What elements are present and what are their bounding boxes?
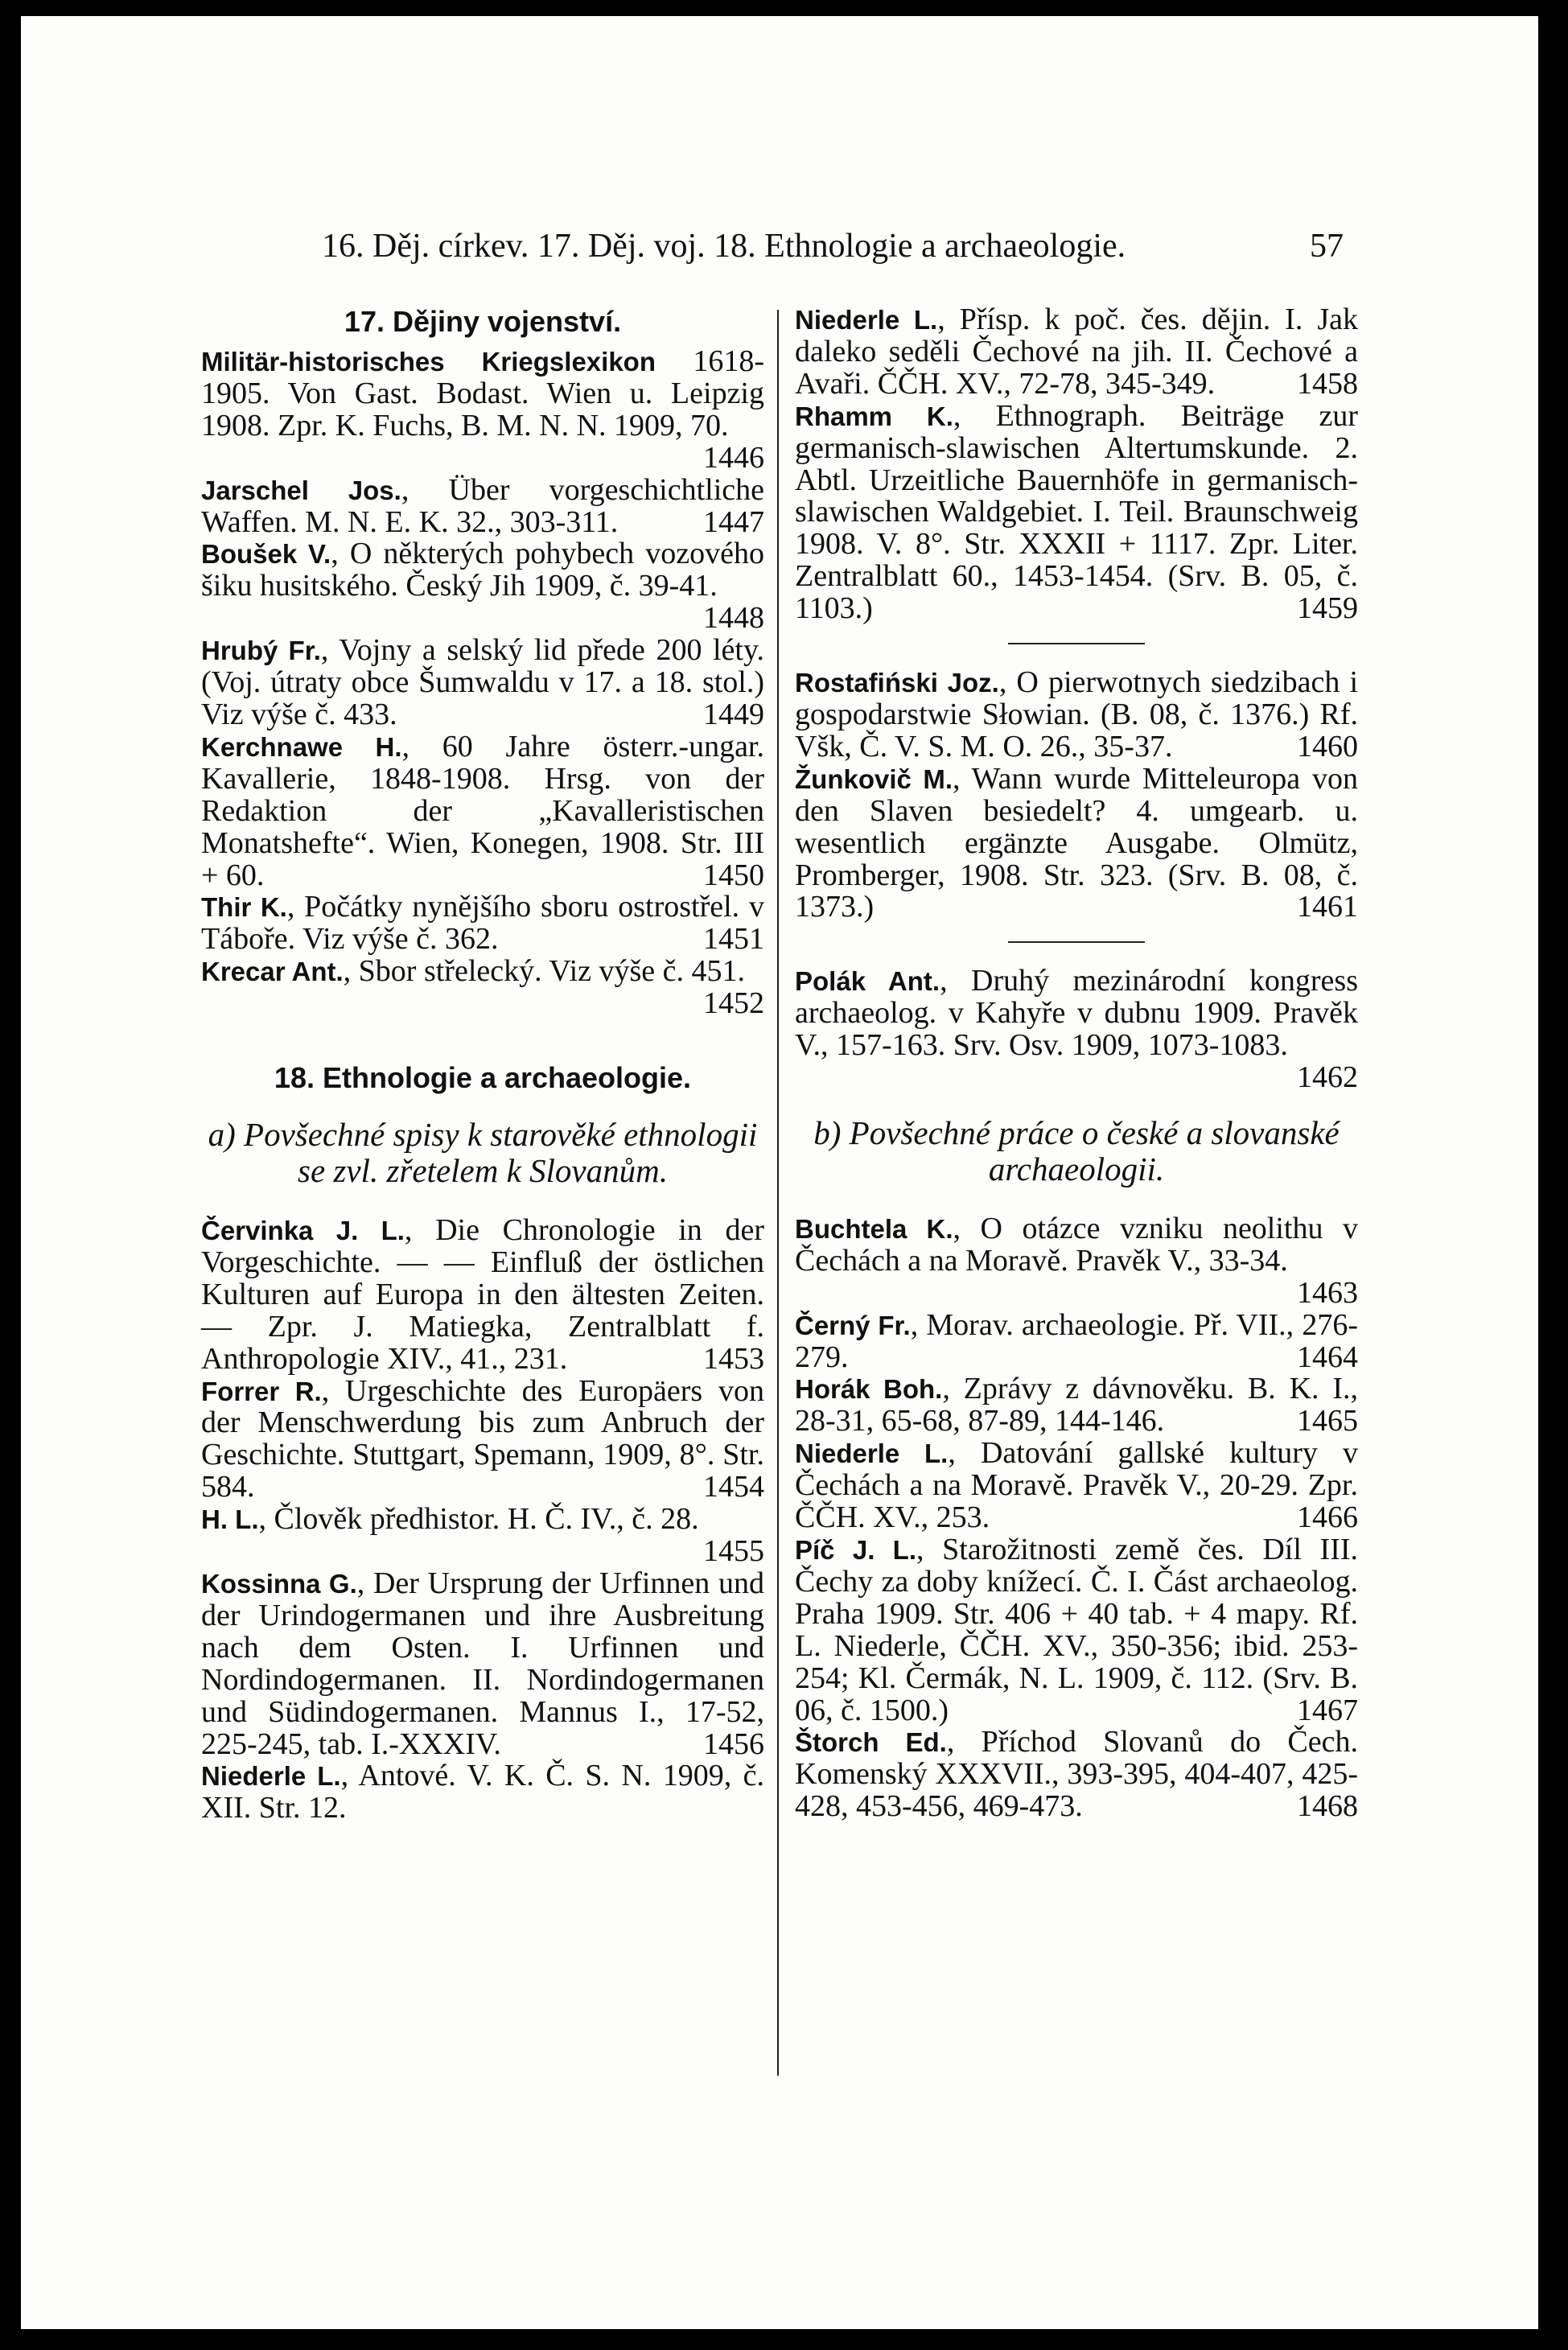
entry-author: Kossinna G. (201, 1569, 357, 1599)
entry-author: Buchtela K. (795, 1213, 953, 1244)
entry-author: Rhamm K. (795, 401, 953, 431)
entry-author: Thir K. (201, 892, 287, 923)
entry-1462 (795, 964, 1358, 1095)
entry-number: 1462 (1297, 1060, 1358, 1095)
separator-rule (1008, 643, 1145, 644)
entry-number: 1449 (703, 697, 764, 731)
header-text: 16. Děj. církev. 17. Děj. voj. 18. Ethnologie a archaeologie. (322, 228, 1126, 265)
entry-text: , Datování gallské kultury v Čechách a na Moravě. Pravěk V., 20-29. Zpr. ČČH. XV., 253. (795, 1436, 1358, 1535)
subsection-heading-b: b) Povšechné práce o české a slovanské archaeologii. (813, 1113, 1340, 1187)
entry-text: , Člověk předhistor. H. Č. IV., č. 28. (258, 1502, 699, 1537)
right-column (795, 304, 1358, 1823)
entry-author: Polák Ant. (795, 966, 940, 997)
entry-author: Niederle L. (795, 1438, 949, 1469)
entry-number: 1453 (703, 1341, 764, 1376)
entry-author: Žunkovič M. (795, 763, 953, 794)
entry-1461 (795, 763, 1358, 924)
entry-number: 1455 (703, 1534, 764, 1569)
entry-antove (201, 1760, 764, 1825)
entry-number: 1447 (703, 504, 764, 539)
entry-1454 (201, 1373, 764, 1504)
entry-text: , Příchod Slovanů do Čech. Komenský XXXVII., 393-395, 404-407, 425-428, 453-456, 469-473. (795, 1725, 1358, 1824)
scan-edge (0, 0, 6, 2350)
entry-text: , Počátky nynějšího sboru ostrostřel. v Táboře. Viz výše č. 362. (201, 890, 765, 957)
entry-text: , Přísp. k poč. čes. dějin. I. Jak daleko seděli Čechové na jih. II. Čechové a Avaři. ČČH. XV., 72-78, 345-349. (795, 302, 1358, 401)
entry-1466 (795, 1438, 1358, 1534)
entry-author: Kerchnawe H. (201, 731, 402, 762)
entry-1465 (795, 1373, 1358, 1438)
entry-author: H. L. (201, 1504, 259, 1535)
entry-number: 1463 (1297, 1275, 1358, 1310)
entry-1467 (795, 1534, 1358, 1726)
entry-author: Hrubý Fr. (201, 636, 321, 666)
left-column (201, 304, 764, 1825)
entry-text: , Zprávy z dávnověku. B. K. I., 28-31, 65-68, 87-89, 144-146. (795, 1372, 1358, 1438)
entry-text: , 60 Jahre österr.-ungar. Kavallerie, 1848-1908. Hrsg. von der Redaktion der „Kavalleristischen Monatshefte“. Wien, Konegen, 1908. Str. III + 60. (201, 729, 764, 892)
entry-1463 (795, 1211, 1358, 1310)
entry-number: 1467 (1297, 1693, 1358, 1727)
entry-number: 1464 (1297, 1340, 1358, 1374)
entry-author: Jarschel Jos. (201, 475, 401, 505)
entry-1455 (201, 1502, 764, 1569)
column-divider (777, 310, 779, 2076)
entry-text: , Vojny a selský lid přede 200 léty. (Voj. útraty obce Šumwaldu v 17. a 18. stol.) Viz výše č. 433. (201, 633, 765, 731)
entry-1458 (795, 304, 1358, 401)
entry-1468 (795, 1726, 1358, 1823)
entry-text: , Sbor střelecký. Viz výše č. 451. (343, 954, 746, 989)
entry-number: 1460 (1297, 729, 1358, 763)
entry-1456 (201, 1568, 764, 1760)
separator-rule (1008, 941, 1145, 943)
entry-author: Štorch Ed. (795, 1727, 947, 1758)
entry-1459 (795, 398, 1358, 626)
entry-1448 (201, 537, 765, 636)
entry-text: , Der Ursprung der Urfinnen und der Urindogermanen und ihre Ausbreitung nach dem Osten. I. Urfinnen und Nordindogermanen. II. Nordindogermanen und Südindogermanen. Mannus I., 17-52, 225-245, tab. I.-XXXIV. (201, 1566, 764, 1761)
entry-number: 1458 (1297, 366, 1358, 401)
entry-text: , O pierwotnych siedzibach i gospodarstwie Słowian. (B. 08, č. 1376.) Rf. Všk, Č. V. S. M. O. 26., 35-37. (795, 665, 1359, 763)
entry-author: Krecar Ant. (201, 957, 344, 987)
entry-number: 1459 (1297, 591, 1358, 626)
entry-1449 (201, 635, 764, 731)
running-header (322, 227, 1344, 275)
entry-1464 (795, 1307, 1358, 1374)
entry-1447 (201, 472, 764, 539)
entry-author: Niederle L. (201, 1761, 341, 1792)
page-number: 57 (1310, 228, 1344, 265)
entry-text: , Starožitnosti země čes. Díl III. Čechy za doby knížecí. Č. I. Část archaeolog. Praha 1909. Str. 406 + 40 tab. + 4 mapy. Rf. L. Niederle, ČČH. XV., 350-356; ibid. 253-254; Kl. Čermák, N. L. 1909, č. 112. (Srv. B. 06, č. 1500.) (795, 1533, 1358, 1727)
entry-text: , Wann wurde Mitteleuropa von den Slaven besiedelt? 4. umgearb. u. wesentlich ergänzte Ausgabe. Olmütz, Promberger, 1908. Str. 323. (Srv. B. 08, č. 1373.) (795, 761, 1358, 924)
entry-number: 1466 (1297, 1500, 1358, 1535)
entry-author: Horák Boh. (795, 1374, 943, 1405)
entry-author: Rostafiński Joz. (795, 668, 999, 698)
section-heading-18: 18. Ethnologie a archaeologie. (274, 1061, 692, 1095)
entry-text: , Die Chronologie in der Vorgeschichte. — — Einfluß der östlichen Kulturen auf Europa in den ältesten Zeiten. — Zpr. J. Matiegka, Zentralblatt f. Anthropologie XIV., 41., 231. (201, 1213, 764, 1376)
entry-text: , Urgeschichte des Europäers von der Menschwerdung bis zum Anbruch der Geschichte. Stuttgart, Spemann, 1909, 8°. Str. 584. (201, 1373, 764, 1504)
subsection-heading-a: a) Povšechné spisy k starověké ethnologii se zvl. zřetelem k Slovanům. (208, 1116, 758, 1190)
entry-text: , Morav. archaeologie. Př. VII., 276-279. (795, 1307, 1358, 1374)
entry-text: 1618-1905. Von Gast. Bodast. Wien u. Leipzig 1908. Zpr. K. Fuchs, B. M. N. N. 1909, 70. (201, 344, 764, 442)
entry-author: Píč J. L. (795, 1535, 916, 1565)
entry-1452 (201, 954, 764, 1021)
entry-number: 1451 (703, 922, 764, 957)
entry-number: 1450 (703, 858, 764, 892)
entry-author: Černý Fr. (795, 1310, 911, 1340)
entry-text: , O některých pohybech vozového šiku husitského. Český Jih 1909, č. 39-41. (201, 537, 765, 603)
entry-number: 1456 (703, 1726, 764, 1761)
entry-number: 1454 (703, 1470, 764, 1504)
entry-text: , Ethnograph. Beiträge zur germanisch-slawischen Altertumskunde. 2. Abtl. Urzeitliche Bauernhöfe in germanisch-slawischen Waldgebiet. I. Teil. Braunschweig 1908. V. 8°. Str. XXXII + 1117. Zpr. Liter. Zentralblatt 60., 1453-1454. (Srv. B. 05, č. 1103.) (795, 398, 1358, 626)
entry-1460 (795, 667, 1358, 763)
entry-author: Boušek V. (201, 539, 331, 570)
entry-1453 (201, 1215, 764, 1376)
entry-author: Niederle L. (795, 305, 938, 335)
entry-1451 (201, 891, 764, 956)
entry-text: , Antové. V. K. Č. S. N. 1909, č. XII. Str. 12. (201, 1759, 764, 1825)
entry-number: 1448 (703, 601, 764, 636)
entry-author: Forrer R. (201, 1376, 322, 1406)
entry-1446 (201, 344, 764, 475)
entry-number: 1468 (1297, 1789, 1358, 1824)
entry-text: , Druhý mezinárodní kongress archaeolog. v Kahyře v dubnu 1909. Pravěk V., 157-163. Srv. Osv. 1909, 1073-1083. (795, 964, 1358, 1063)
entry-number: 1461 (1297, 890, 1358, 924)
entry-text: , O otázce vzniku neolithu v Čechách a na Moravě. Pravěk V., 33-34. (795, 1211, 1358, 1278)
section-heading-17: 17. Dějiny vojenství. (344, 305, 622, 338)
entry-number: 1452 (703, 986, 764, 1021)
entry-1450 (201, 731, 764, 892)
entry-number: 1446 (703, 440, 764, 475)
entry-author: Červinka J. L. (201, 1216, 405, 1246)
entry-author: Militär-historisches Kriegslexikon (201, 347, 656, 377)
entry-number: 1465 (1297, 1404, 1358, 1438)
entry-text: , Über vorgeschichtliche Waffen. M. N. E. K. 32., 303-311. (201, 472, 764, 539)
